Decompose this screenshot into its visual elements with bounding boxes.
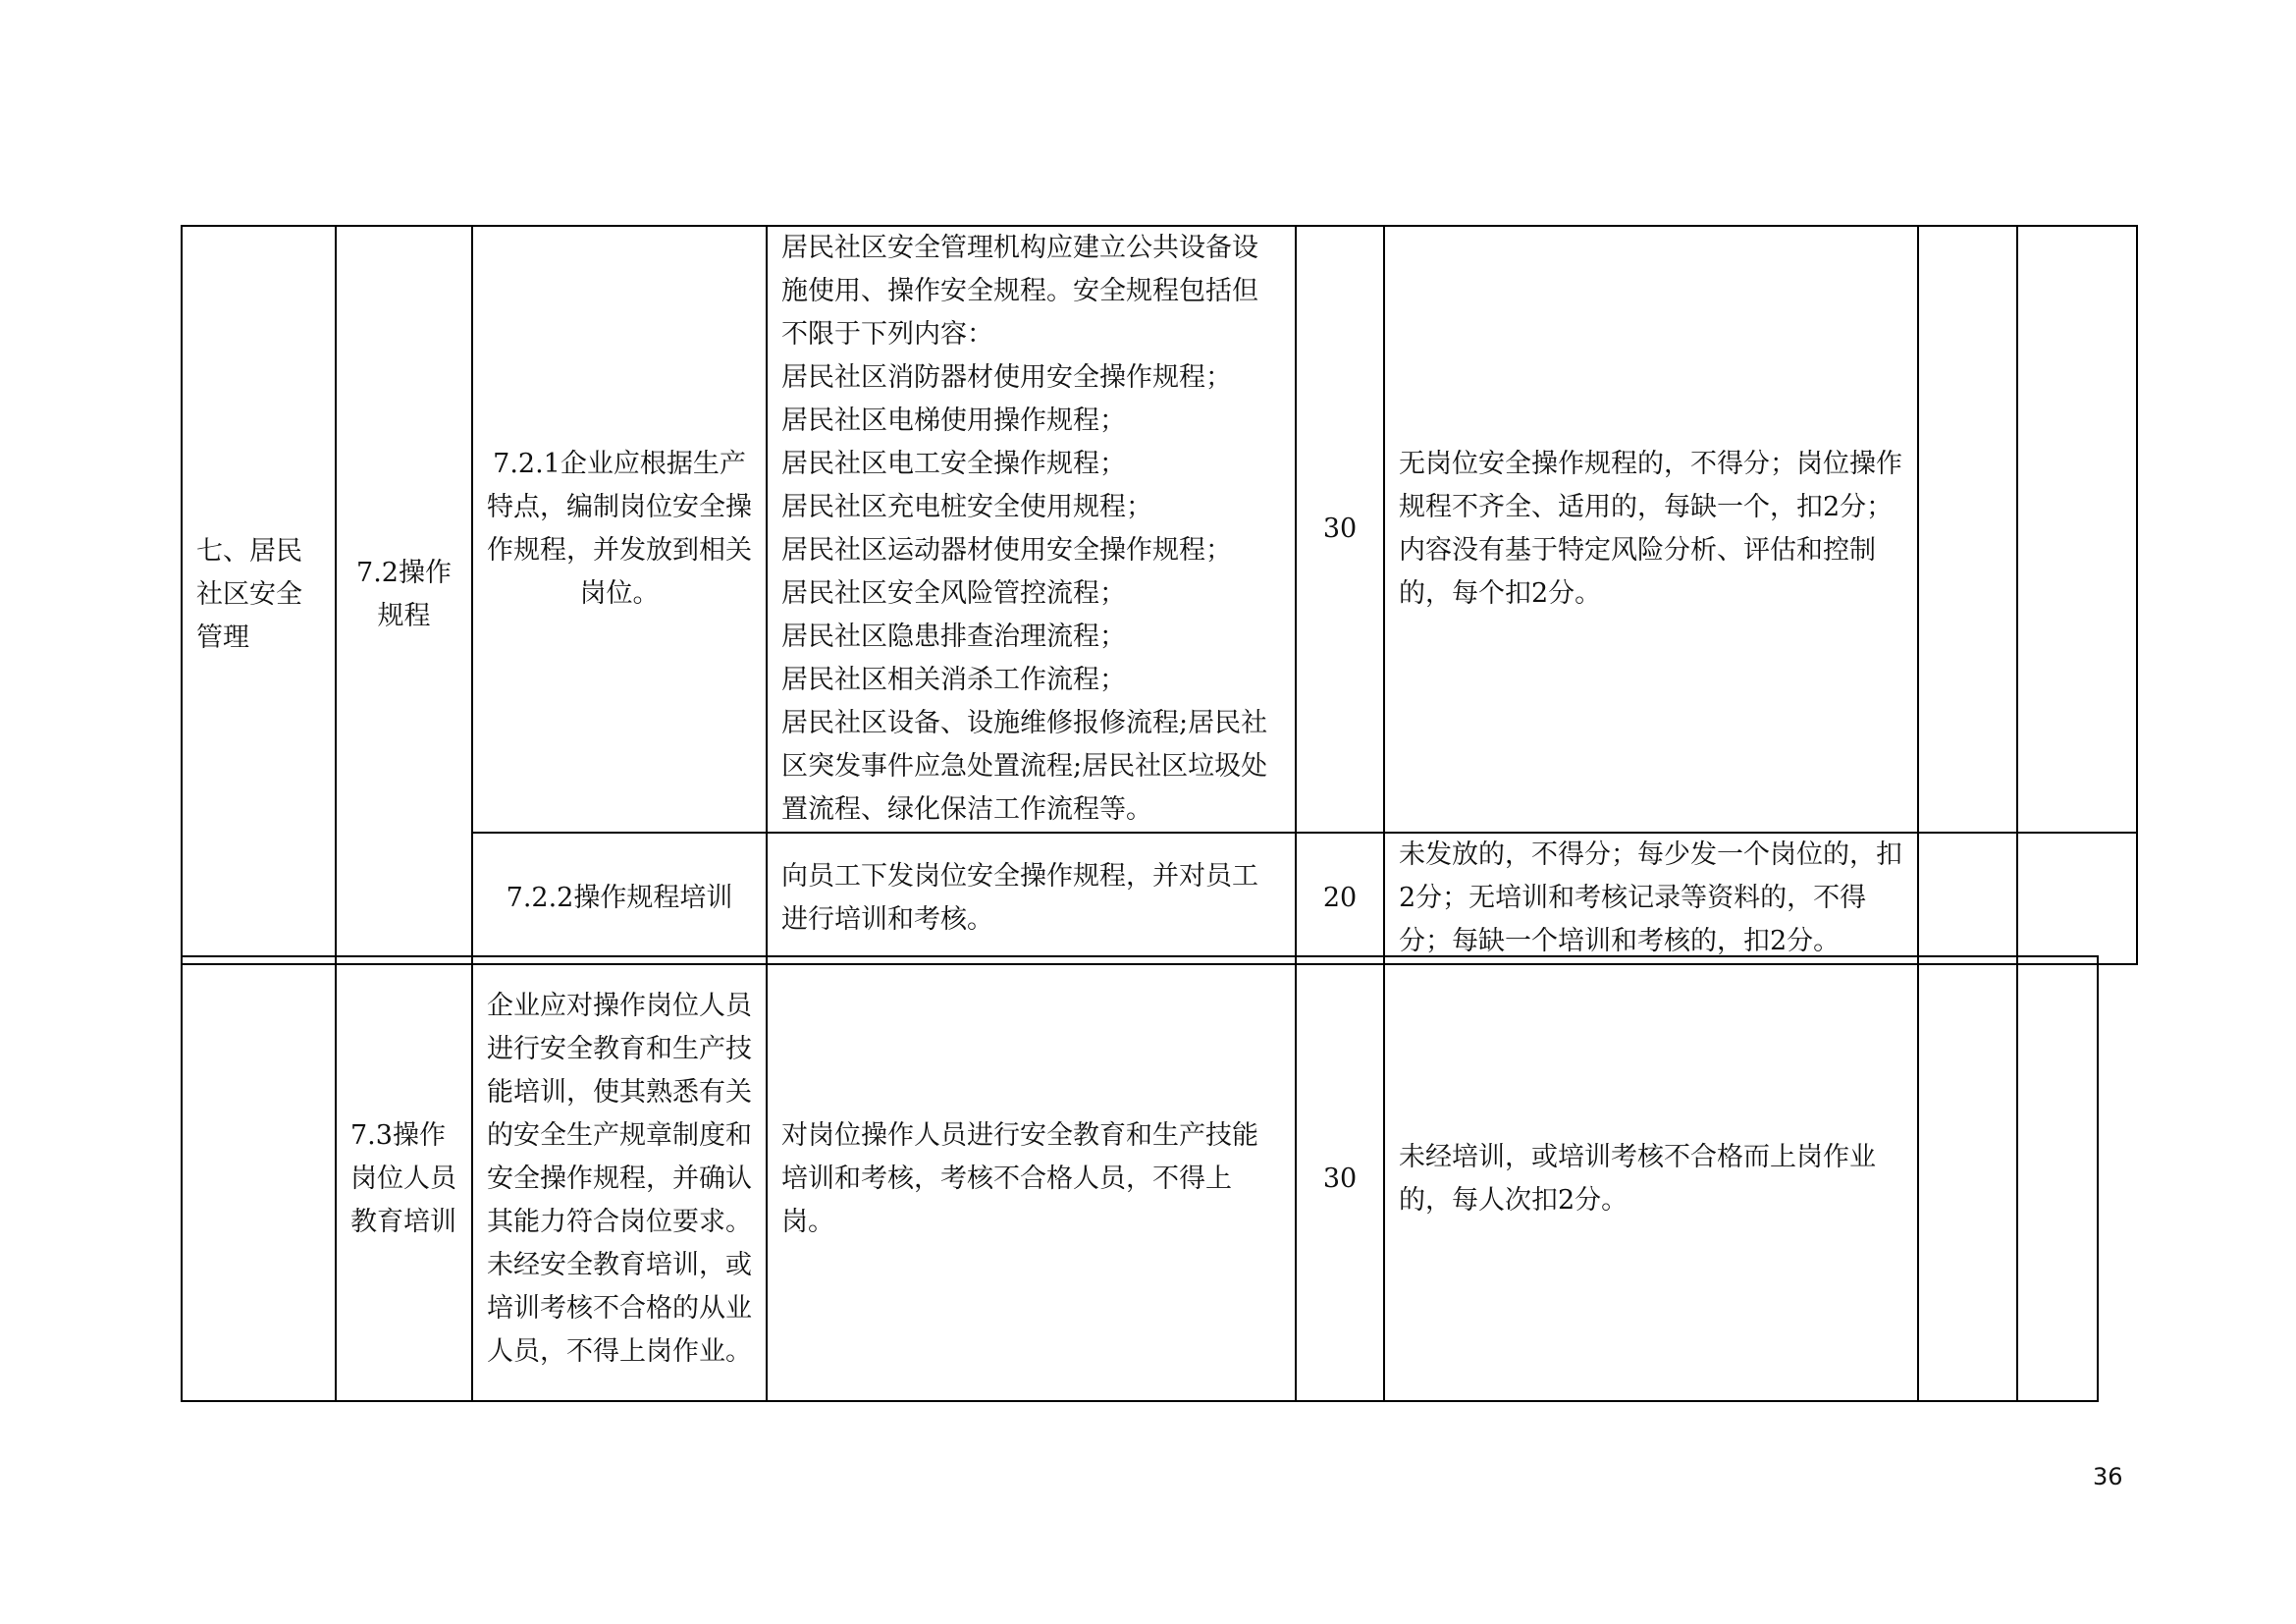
content-cell: [767, 226, 1296, 833]
content-line: 居民社区相关消杀工作流程；: [781, 665, 1126, 695]
criteria-cell: 未经培训，或培训考核不合格而上岗作业的，每人次扣2分。: [1384, 956, 1918, 1401]
criteria-cell: 未发放的，不得分；每少发一个岗位的，扣2分；无培训和考核记录等资料的，不得分；每缺一个培训和考核的，扣2分。: [1384, 833, 1918, 964]
content-line: 居民社区隐患排查治理流程；: [781, 622, 1126, 652]
score-cell: 20: [1296, 833, 1384, 964]
content-line: 居民社区电梯使用操作规程；: [781, 406, 1126, 436]
table-row: [182, 833, 2137, 964]
content-line: 居民社区充电桩安全使用规程；: [781, 492, 1152, 522]
score-cell: 30: [1296, 226, 1384, 833]
content-line: 居民社区消防器材使用安全操作规程；: [781, 362, 1232, 393]
standards-table-section-7-2: [181, 225, 2138, 965]
table-row: [182, 226, 2137, 833]
deduction-cell: [1918, 956, 2017, 1401]
content-cell: 向员工下发岗位安全操作规程，并对员工进行培训和考核。: [767, 833, 1296, 964]
actual-score-cell: [2017, 956, 2098, 1401]
category-cell: 七、居民社区安全管理: [182, 226, 336, 964]
item-cell: 7.2操作规程: [336, 226, 472, 964]
deduction-cell: [1918, 226, 2017, 833]
requirement-cell: 7.2.1企业应根据生产特点，编制岗位安全操作规程，并发放到相关岗位。: [472, 226, 767, 833]
content-line: 居民社区设备、设施维修报修流程;居民社区突发事件应急处置流程;居民社区垃圾处置流程、绿化保洁工作流程等。: [781, 708, 1268, 825]
score-cell: 30: [1296, 956, 1384, 1401]
requirement-cell: 7.2.2操作规程培训: [472, 833, 767, 964]
page-number: 36: [2093, 1463, 2123, 1490]
deduction-cell: [1918, 833, 2017, 964]
content-line: 居民社区安全管理机构应建立公共设备设施使用、操作安全规程。安全规程包括但不限于下列内容：: [781, 233, 1258, 350]
actual-score-cell: [2017, 226, 2137, 833]
item-cell: 7.3操作岗位人员教育培训: [336, 956, 472, 1401]
content-line: 居民社区安全风险管控流程；: [781, 578, 1126, 609]
actual-score-cell: [2017, 833, 2137, 964]
content-line: 居民社区运动器材使用安全操作规程；: [781, 535, 1232, 566]
content-line: 居民社区电工安全操作规程；: [781, 449, 1126, 479]
category-cell: [182, 956, 336, 1401]
content-cell: 对岗位操作人员进行安全教育和生产技能培训和考核，考核不合格人员，不得上岗。: [767, 956, 1296, 1401]
requirement-cell: 企业应对操作岗位人员进行安全教育和生产技能培训，使其熟悉有关的安全生产规章制度和安全操作规程，并确认其能力符合岗位要求。未经安全教育培训，或培训考核不合格的从业人员，不得上岗作业。: [472, 956, 767, 1401]
standards-table-section-7-3: [181, 955, 2099, 1402]
table-row: [182, 956, 2098, 1401]
criteria-cell: 无岗位安全操作规程的，不得分；岗位操作规程不齐全、适用的，每缺一个，扣2分；内容没有基于特定风险分析、评估和控制的，每个扣2分。: [1384, 226, 1918, 833]
